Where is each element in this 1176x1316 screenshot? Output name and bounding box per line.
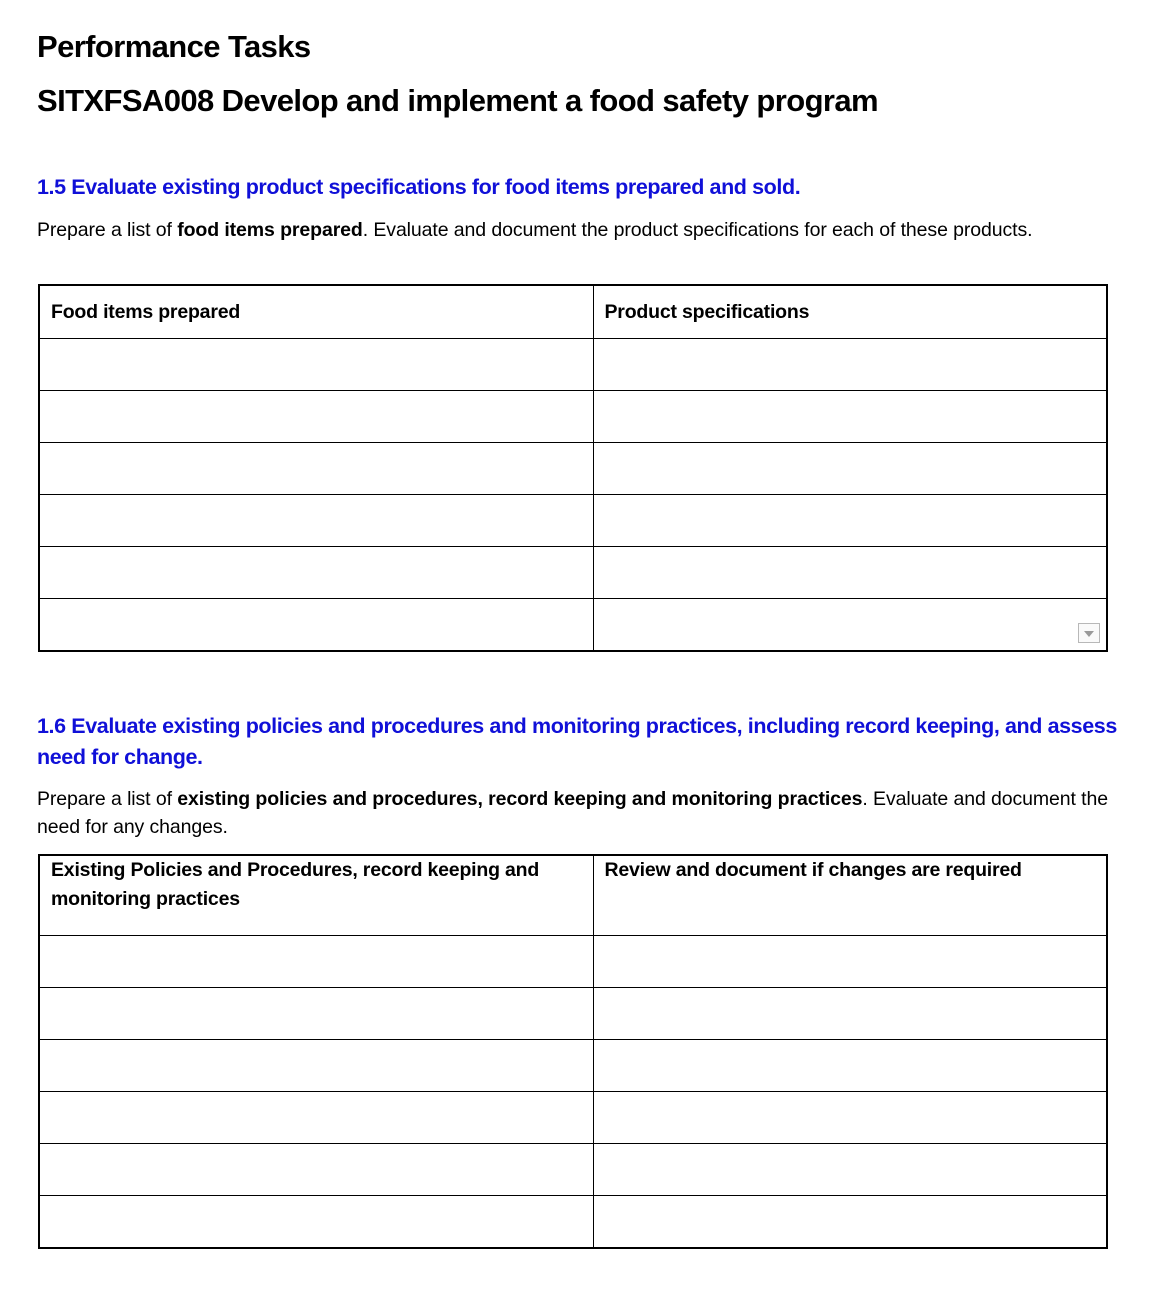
table-row	[39, 443, 1107, 495]
table-row	[39, 599, 1107, 652]
table-row	[39, 1091, 1107, 1143]
table-row	[39, 547, 1107, 599]
policy-cell[interactable]	[39, 1039, 593, 1091]
table-row	[39, 1039, 1107, 1091]
column-header-product-specifications: Product specifications	[593, 285, 1107, 339]
review-cell[interactable]	[593, 1195, 1107, 1248]
policy-cell[interactable]	[39, 935, 593, 987]
table-row	[39, 935, 1107, 987]
product-spec-cell[interactable]	[593, 391, 1107, 443]
instruction-emphasis: existing policies and procedures, record keeping and monitoring practices	[177, 788, 863, 810]
table-row	[39, 339, 1107, 391]
policy-cell[interactable]	[39, 1195, 593, 1248]
table-header-row	[39, 285, 1107, 339]
column-header-food-items: Food items prepared	[39, 285, 593, 339]
instruction-text: Prepare a list of	[37, 219, 178, 241]
table-header-row	[39, 855, 1107, 935]
product-spec-cell[interactable]	[593, 495, 1107, 547]
food-item-cell[interactable]	[39, 339, 593, 391]
chevron-down-icon[interactable]	[1078, 623, 1100, 643]
policy-cell[interactable]	[39, 1091, 593, 1143]
food-item-cell[interactable]	[39, 495, 593, 547]
unit-title: SITXFSA008 Develop and implement a food safety program	[37, 83, 878, 118]
policy-cell[interactable]	[39, 987, 593, 1039]
review-cell[interactable]	[593, 987, 1107, 1039]
policies-procedures-table	[38, 854, 1108, 1249]
food-items-table	[38, 284, 1108, 652]
section-1-6-instructions	[37, 785, 1108, 841]
table-row	[39, 495, 1107, 547]
column-header-existing-policies: Existing Policies and Procedures, record keeping and monitoring practices	[39, 855, 593, 935]
review-cell[interactable]	[593, 935, 1107, 987]
review-cell[interactable]	[593, 1143, 1107, 1195]
table-row	[39, 1195, 1107, 1248]
instruction-emphasis: food items prepared	[177, 219, 363, 241]
table-row	[39, 987, 1107, 1039]
document-title: Performance Tasks	[37, 29, 311, 64]
food-item-cell[interactable]	[39, 391, 593, 443]
review-cell[interactable]	[593, 1091, 1107, 1143]
instruction-text: Prepare a list of	[37, 788, 178, 810]
review-cell[interactable]	[593, 1039, 1107, 1091]
product-spec-cell[interactable]	[593, 547, 1107, 599]
section-1-5-instructions	[37, 216, 1108, 244]
section-1-5-heading: 1.5 Evaluate existing product specifications for food items prepared and sold.	[37, 175, 801, 199]
policy-cell[interactable]	[39, 1143, 593, 1195]
food-item-cell[interactable]	[39, 443, 593, 495]
section-1-6-heading: 1.6 Evaluate existing policies and procedures and monitoring practices, including record keeping, and assess need for change.	[37, 714, 1117, 769]
product-spec-cell[interactable]	[593, 599, 1107, 652]
food-item-cell[interactable]	[39, 547, 593, 599]
column-header-review-changes: Review and document if changes are required	[593, 855, 1107, 935]
table-row	[39, 1143, 1107, 1195]
product-spec-cell[interactable]	[593, 443, 1107, 495]
instruction-text: . Evaluate and document the need for any changes.	[37, 788, 1108, 838]
product-spec-cell[interactable]	[593, 339, 1107, 391]
table-row	[39, 391, 1107, 443]
instruction-text: . Evaluate and document the product specifications for each of these products.	[362, 219, 1033, 241]
food-item-cell[interactable]	[39, 599, 593, 652]
